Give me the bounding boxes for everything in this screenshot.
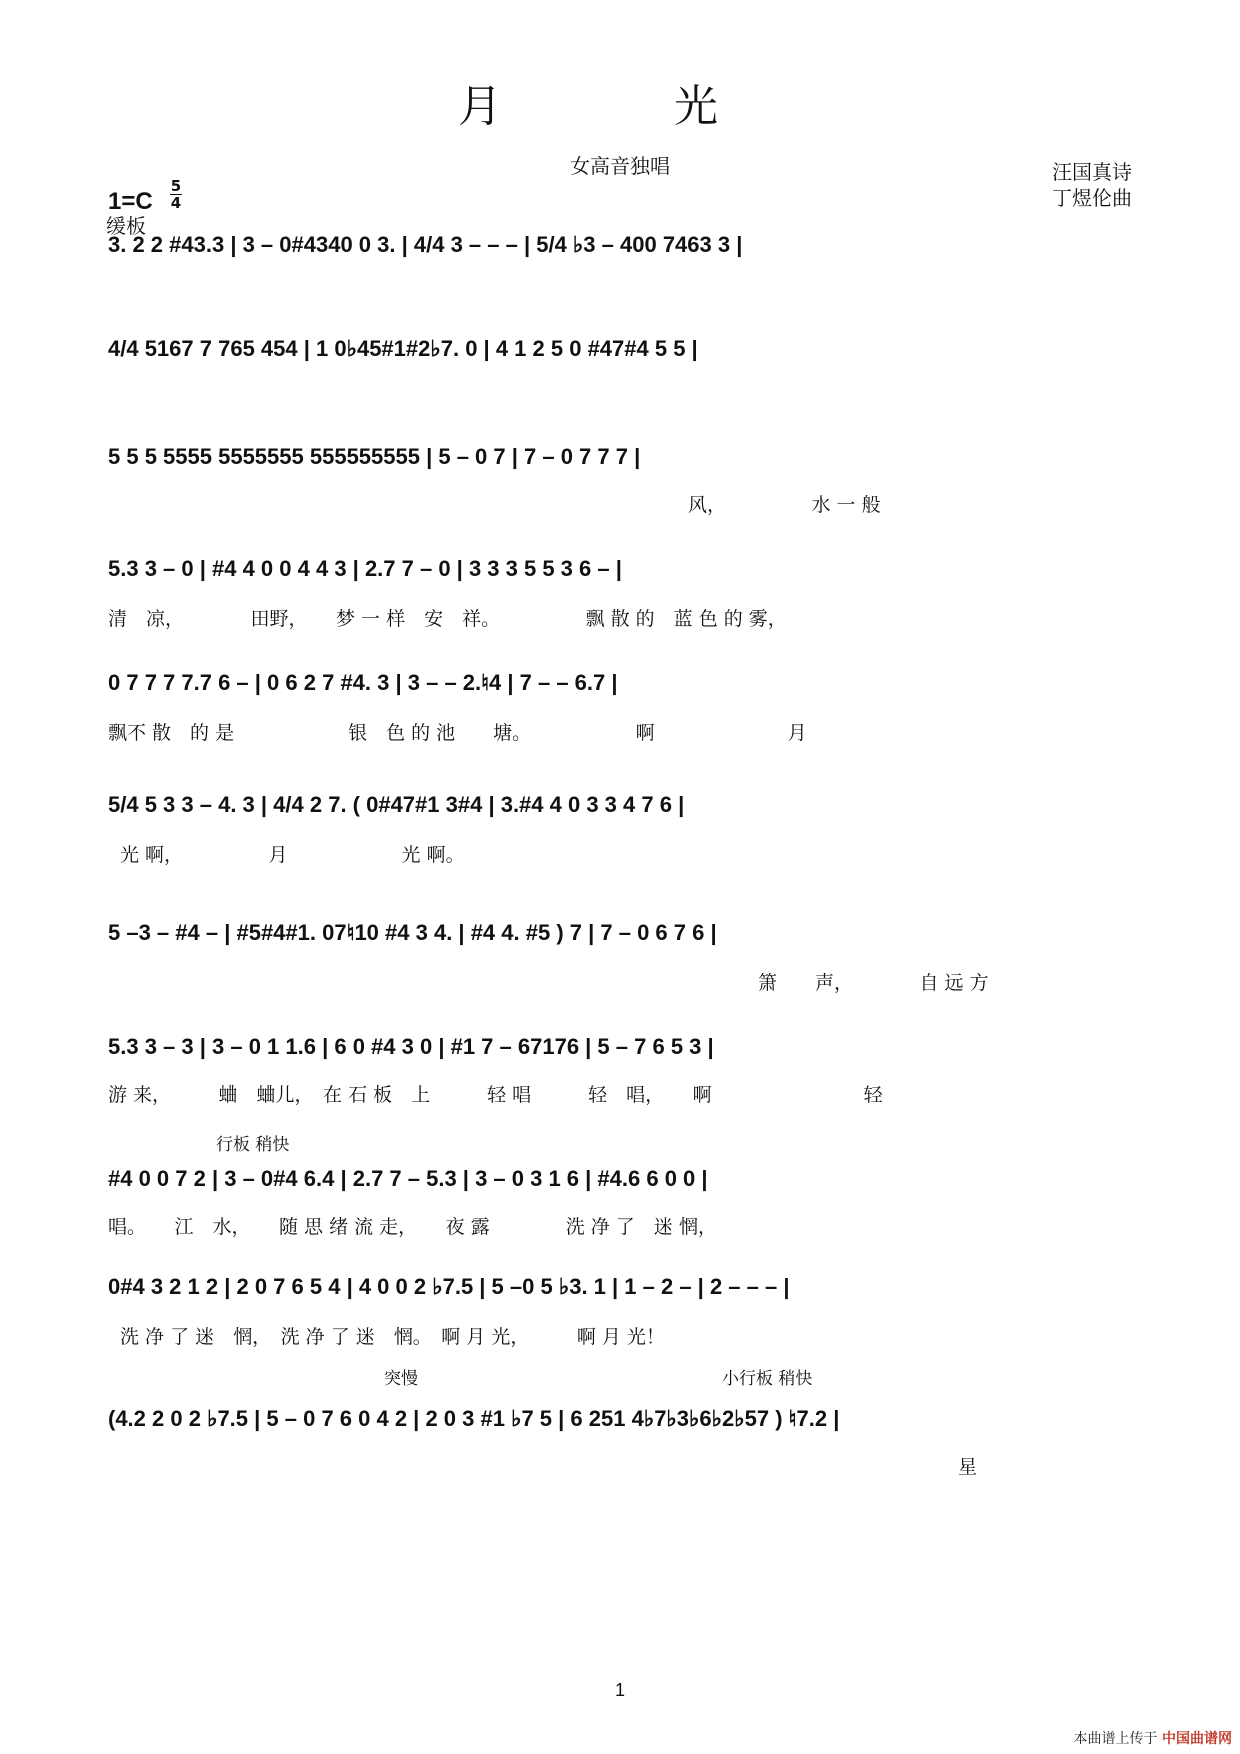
lyrics-row-3: 风， 水 一 般	[688, 494, 881, 516]
tempo-mark-sudden-slow: 突慢	[384, 1369, 418, 1389]
score-row-11: (4.2 2 0 2 ♭7.5 | 5 – 0 7 6 0 4 2 | 2 0 3 #1 ♭7 5 | 6 251 4♭7♭3♭6♭2♭57 ) ♮7.2 |	[108, 1406, 840, 1431]
score-row-1: 3. 2 2 #43.3 | 3 – 0#4340 0 3. | 4/4 3 – – – | 5/4 ♭3 – 400 7463 3 |	[108, 232, 743, 257]
score-row-8: 5.3 3 – 3 | 3 – 0 1 1.6 | 6 0 #4 3 0 | #1 7 – 67176 | 5 – 7 6 5 3 |	[108, 1034, 714, 1059]
tempo-marking: 缓板	[106, 214, 146, 238]
page-number: 1	[614, 1680, 625, 1700]
watermark-logo: 中国曲谱网	[1162, 1731, 1232, 1747]
score-row-5: 0 7 7 7 7.7 6 – | 0 6 2 7 #4. 3 | 3 – – 2.♮4 | 7 – – 6.7 |	[108, 670, 618, 695]
song-title: 月 光	[458, 81, 782, 132]
tempo-mark-allegretto: 行板 稍快	[216, 1135, 290, 1155]
composer-credit: 丁煜伦曲	[1052, 186, 1132, 210]
lyrics-row-8: 游 来， 蛐 蛐儿， 在 石 板 上 轻 唱 轻 唱， 啊 轻	[108, 1084, 883, 1106]
score-row-10: 0#4 3 2 1 2 | 2 0 7 6 5 4 | 4 0 0 2 ♭7.5 | 5 –0 5 ♭3. 1 | 1 – 2 – | 2 – – – |	[108, 1274, 790, 1299]
lyrics-row-6: 光 啊， 月 光 啊。	[120, 844, 465, 866]
subtitle: 女高音独唱	[570, 154, 670, 178]
watermark	[1074, 1728, 1232, 1748]
score-row-6: 5/4 5 3 3 – 4. 3 | 4/4 2 7. ( 0#47#1 3#4 | 3.#4 4 0 3 3 4 7 6 |	[108, 792, 685, 817]
key-signature: 1=C	[108, 188, 153, 215]
lyrics-row-11: 星	[958, 1456, 978, 1478]
tempo-mark-andantino: 小行板 稍快	[722, 1369, 813, 1389]
lyricist-credit: 汪国真诗	[1052, 160, 1132, 184]
lyrics-row-7: 箫 声， 自 远 方	[758, 972, 989, 994]
meter-bottom: 4	[170, 194, 182, 212]
score-row-9: #4 0 0 7 2 | 3 – 0#4 6.4 | 2.7 7 – 5.3 | 3 – 0 3 1 6 | #4.6 6 0 0 |	[108, 1166, 708, 1191]
watermark-text: 本曲谱上传于	[1073, 1731, 1158, 1747]
lyrics-row-4: 清 凉， 田野， 梦 一 样 安 祥。 飘 散 的 蓝 色 的 雾，	[108, 608, 787, 630]
time-signature	[170, 178, 182, 211]
lyrics-row-10: 洗 净 了 迷 惘， 洗 净 了 迷 惘。 啊 月 光， 啊 月 光！	[120, 1326, 665, 1348]
score-row-3: 5 5 5 5555 5555555 555555555 | 5 – 0 7 | 7 – 0 7 7 7 |	[108, 444, 641, 469]
score-row-7: 5 –3 – #4 – | #5#4#1. 07♮10 #4 3 4. | #4 4. #5 ) 7 | 7 – 0 6 7 6 |	[108, 920, 717, 945]
lyrics-row-5: 飘不 散 的 是 银 色 的 池 塘。 啊 月	[108, 722, 807, 744]
score-row-2: 4/4 5167 7 765 454 | 1 0♭45#1#2♭7. 0 | 4 1 2 5 0 #47#4 5 5 |	[108, 336, 698, 361]
lyrics-row-9: 唱。 江 水， 随 思 绪 流 走， 夜 露 洗 净 了 迷 惘，	[108, 1216, 717, 1238]
meter-top: 5	[170, 177, 182, 195]
score-row-4: 5.3 3 – 0 | #4 4 0 0 4 4 3 | 2.7 7 – 0 | 3 3 3 5 5 3 6 – |	[108, 556, 622, 581]
